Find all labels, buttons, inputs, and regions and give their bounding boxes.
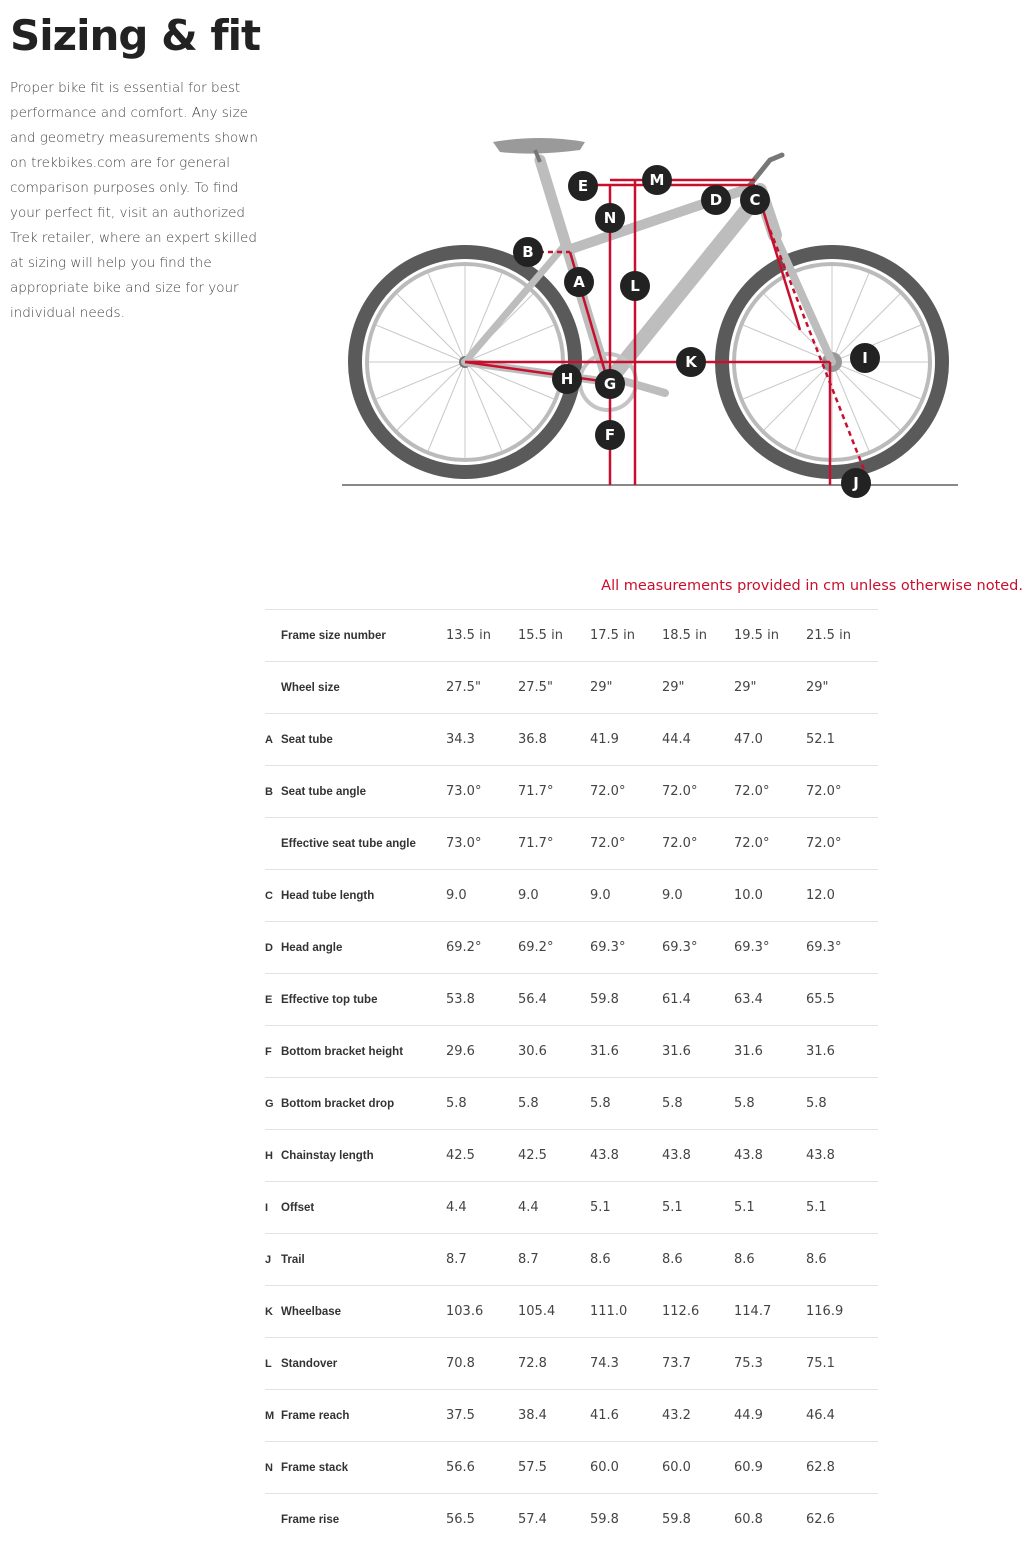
cell-value: 57.4	[518, 1512, 547, 1528]
table-row	[265, 1026, 878, 1078]
cell-value: 72.0°	[734, 836, 770, 851]
cell-value: 69.3°	[662, 940, 698, 955]
row-label: Frame size number	[281, 629, 386, 642]
row-label: Head tube length	[281, 889, 375, 902]
cell-value: 70.8	[446, 1356, 475, 1371]
row-label: Frame reach	[281, 1409, 350, 1422]
cell-value: 47.0	[734, 732, 763, 747]
svg-text:H: H	[560, 370, 574, 388]
svg-text:K: K	[685, 353, 697, 371]
table-row	[265, 1130, 878, 1182]
cell-value: 46.4	[806, 1408, 835, 1423]
cell-value: 31.6	[662, 1044, 691, 1059]
row-letter: N	[265, 1461, 273, 1474]
balloon-i	[850, 343, 880, 373]
table-row	[265, 1182, 878, 1234]
cell-value: 71.7°	[518, 836, 554, 851]
table-row	[265, 1442, 878, 1494]
cell-value: 10.0	[734, 888, 763, 903]
cell-value: 72.0°	[806, 784, 842, 799]
cell-value: 29.6	[446, 1044, 475, 1059]
cell-value: 69.3°	[806, 940, 842, 955]
svg-text:C: C	[749, 191, 761, 209]
cell-value: 9.0	[518, 888, 539, 903]
table-row	[265, 1234, 878, 1286]
row-letter: M	[265, 1409, 275, 1422]
row-letter: B	[265, 785, 273, 798]
row-letter: C	[265, 889, 273, 902]
cell-value: 29"	[734, 680, 757, 695]
row-label: Standover	[281, 1357, 338, 1370]
cell-value: 18.5 in	[662, 628, 707, 643]
cell-value: 60.0	[662, 1460, 691, 1475]
table-row	[265, 1286, 878, 1338]
table-row	[265, 1494, 878, 1546]
table-row	[265, 1390, 878, 1442]
cell-value: 5.1	[590, 1200, 611, 1215]
cell-value: 111.0	[590, 1304, 628, 1319]
cell-value: 59.8	[662, 1512, 691, 1528]
cell-value: 4.4	[446, 1200, 467, 1215]
row-label: Frame stack	[281, 1461, 349, 1474]
cell-value: 5.8	[734, 1096, 755, 1111]
bike-geometry-diagram	[330, 130, 970, 500]
row-label: Chainstay length	[281, 1149, 374, 1162]
cell-value: 72.0°	[662, 836, 698, 851]
svg-text:B: B	[522, 243, 534, 261]
cell-value: 103.6	[446, 1304, 484, 1319]
balloon-g	[595, 369, 625, 399]
row-label: Wheelbase	[281, 1305, 342, 1318]
cell-value: 31.6	[734, 1044, 763, 1059]
cell-value: 61.4	[662, 992, 691, 1007]
row-label: Head angle	[281, 941, 343, 954]
svg-text:F: F	[604, 426, 616, 444]
row-label: Trail	[281, 1253, 305, 1266]
row-letter	[265, 610, 281, 662]
cell-value: 5.8	[446, 1096, 467, 1111]
cell-value: 8.7	[446, 1252, 467, 1267]
row-letter: G	[265, 1097, 274, 1110]
cell-value: 8.6	[734, 1252, 755, 1267]
svg-text:M: M	[649, 171, 665, 189]
geometry-table	[265, 609, 878, 1546]
cell-value: 75.1	[806, 1356, 835, 1371]
svg-text:A: A	[573, 273, 585, 291]
bike-frame	[465, 160, 832, 393]
balloon-f	[595, 420, 625, 450]
cell-value: 74.3	[590, 1356, 619, 1371]
balloon-a	[564, 267, 594, 297]
cell-value: 27.5"	[446, 680, 481, 695]
row-letter	[265, 662, 281, 714]
table-row	[265, 766, 878, 818]
cell-value: 43.8	[662, 1148, 691, 1163]
cell-value: 13.5 in	[446, 628, 491, 643]
cell-value: 116.9	[806, 1304, 844, 1319]
cell-value: 62.6	[806, 1512, 835, 1528]
cell-value: 5.8	[662, 1096, 683, 1111]
balloon-h	[552, 364, 582, 394]
cell-value: 69.3°	[734, 940, 770, 955]
saddle	[493, 138, 585, 154]
units-note: All measurements provided in cm unless otherwise noted.	[601, 578, 1023, 594]
row-letter: H	[265, 1149, 273, 1162]
cell-value: 19.5 in	[734, 628, 779, 643]
row-label: Effective seat tube angle	[281, 837, 416, 850]
cell-value: 60.8	[734, 1512, 763, 1528]
cell-value: 21.5 in	[806, 628, 851, 643]
cell-value: 59.8	[590, 992, 619, 1007]
cell-value: 8.7	[518, 1252, 539, 1267]
cell-value: 57.5	[518, 1460, 547, 1475]
balloon-m	[642, 165, 672, 195]
svg-text:E: E	[577, 177, 589, 195]
cell-value: 37.5	[446, 1408, 475, 1423]
cell-value: 72.0°	[734, 784, 770, 799]
cell-value: 5.8	[518, 1096, 539, 1111]
row-label: Frame rise	[281, 1513, 340, 1526]
cell-value: 5.1	[806, 1200, 827, 1215]
table-row	[265, 714, 878, 766]
cell-value: 5.1	[734, 1200, 755, 1215]
cell-value: 8.6	[590, 1252, 611, 1267]
row-letter: D	[265, 941, 273, 954]
cell-value: 36.8	[518, 732, 547, 747]
svg-text:N: N	[603, 209, 617, 227]
row-label: Wheel size	[281, 681, 340, 694]
cell-value: 42.5	[518, 1148, 547, 1163]
row-letter: J	[265, 1253, 272, 1266]
svg-text:I: I	[862, 349, 868, 367]
cell-value: 114.7	[734, 1304, 772, 1319]
table-row	[265, 818, 878, 870]
cell-value: 8.6	[806, 1252, 827, 1267]
cell-value: 31.6	[806, 1044, 835, 1059]
cell-value: 73.0°	[446, 836, 482, 851]
cell-value: 4.4	[518, 1200, 539, 1215]
cell-value: 69.3°	[590, 940, 626, 955]
row-letter	[265, 818, 281, 870]
cell-value: 105.4	[518, 1304, 556, 1319]
cell-value: 41.6	[590, 1408, 619, 1423]
cell-value: 72.0°	[590, 784, 626, 799]
balloon-c	[740, 185, 770, 215]
cell-value: 31.6	[590, 1044, 619, 1059]
cell-value: 69.2°	[518, 940, 554, 955]
cell-value: 52.1	[806, 732, 835, 747]
intro-text: Proper bike fit is essential for best performance and comfort. Any size and geometry measurements shown on trekbikes.com are for general comparison purposes only. To find your perfect fit, visit an authorized Trek retailer, where an expert skilled at sizing will help you find the appropriate bike and size for your individual needs.	[10, 80, 258, 321]
row-letter: A	[265, 733, 273, 746]
table-row	[265, 870, 878, 922]
cell-value: 56.4	[518, 992, 547, 1007]
row-label: Offset	[281, 1201, 315, 1214]
table-row	[265, 662, 878, 714]
row-letter	[265, 1494, 281, 1546]
cell-value: 72.0°	[662, 784, 698, 799]
row-label: Seat tube angle	[281, 785, 366, 798]
cell-value: 75.3	[734, 1356, 763, 1371]
balloon-l	[620, 271, 650, 301]
cell-value: 72.0°	[806, 836, 842, 851]
cell-value: 29"	[806, 680, 829, 695]
cell-value: 42.5	[446, 1148, 475, 1163]
svg-text:L: L	[630, 277, 640, 295]
cell-value: 5.1	[662, 1200, 683, 1215]
cell-value: 30.6	[518, 1044, 547, 1059]
page-title: Sizing & fit	[10, 11, 261, 60]
cell-value: 5.8	[590, 1096, 611, 1111]
cell-value: 71.7°	[518, 784, 554, 799]
cell-value: 9.0	[662, 888, 683, 903]
cell-value: 43.8	[590, 1148, 619, 1163]
row-label: Bottom bracket height	[281, 1045, 404, 1058]
cell-value: 56.6	[446, 1460, 475, 1475]
balloon-j	[841, 468, 871, 498]
cell-value: 72.8	[518, 1356, 547, 1371]
cell-value: 29"	[590, 680, 613, 695]
cell-value: 62.8	[806, 1460, 835, 1475]
cell-value: 53.8	[446, 992, 475, 1007]
cell-value: 73.7	[662, 1356, 691, 1371]
table-row	[265, 610, 878, 662]
cell-value: 56.5	[446, 1512, 475, 1528]
cell-value: 69.2°	[446, 940, 482, 955]
row-letter: K	[265, 1305, 273, 1318]
svg-text:D: D	[709, 191, 723, 209]
table-row	[265, 922, 878, 974]
balloon-d	[701, 185, 731, 215]
cell-value: 63.4	[734, 992, 763, 1007]
cell-value: 44.4	[662, 732, 691, 747]
cell-value: 43.8	[734, 1148, 763, 1163]
row-label: Seat tube	[281, 733, 333, 746]
cell-value: 43.2	[662, 1408, 691, 1423]
cell-value: 73.0°	[446, 784, 482, 799]
row-label: Bottom bracket drop	[281, 1097, 395, 1110]
cell-value: 5.8	[806, 1096, 827, 1111]
cell-value: 8.6	[662, 1252, 683, 1267]
table-row	[265, 1338, 878, 1390]
cell-value: 12.0	[806, 888, 835, 903]
row-letter: I	[265, 1201, 269, 1214]
row-letter: L	[265, 1357, 272, 1370]
table-row	[265, 974, 878, 1026]
cell-value: 59.8	[590, 1512, 619, 1528]
cell-value: 72.0°	[590, 836, 626, 851]
cell-value: 60.0	[590, 1460, 619, 1475]
cell-value: 38.4	[518, 1408, 547, 1423]
cell-value: 17.5 in	[590, 628, 635, 643]
cell-value: 9.0	[590, 888, 611, 903]
cell-value: 65.5	[806, 992, 835, 1007]
row-letter: F	[265, 1045, 272, 1058]
cell-value: 44.9	[734, 1408, 763, 1423]
table-row	[265, 1078, 878, 1130]
cell-value: 60.9	[734, 1460, 763, 1475]
svg-text:J: J	[853, 474, 859, 492]
balloon-n	[595, 203, 625, 233]
cell-value: 41.9	[590, 732, 619, 747]
cell-value: 112.6	[662, 1304, 700, 1319]
cell-value: 43.8	[806, 1148, 835, 1163]
cell-value: 27.5"	[518, 680, 553, 695]
row-letter: E	[265, 993, 273, 1006]
balloon-e	[568, 171, 598, 201]
cell-value: 34.3	[446, 732, 475, 747]
cell-value: 9.0	[446, 888, 467, 903]
cell-value: 29"	[662, 680, 685, 695]
cell-value: 15.5 in	[518, 628, 563, 643]
svg-text:G: G	[603, 375, 617, 393]
balloon-k	[676, 347, 706, 377]
balloon-b	[513, 237, 543, 267]
row-label: Effective top tube	[281, 993, 378, 1006]
